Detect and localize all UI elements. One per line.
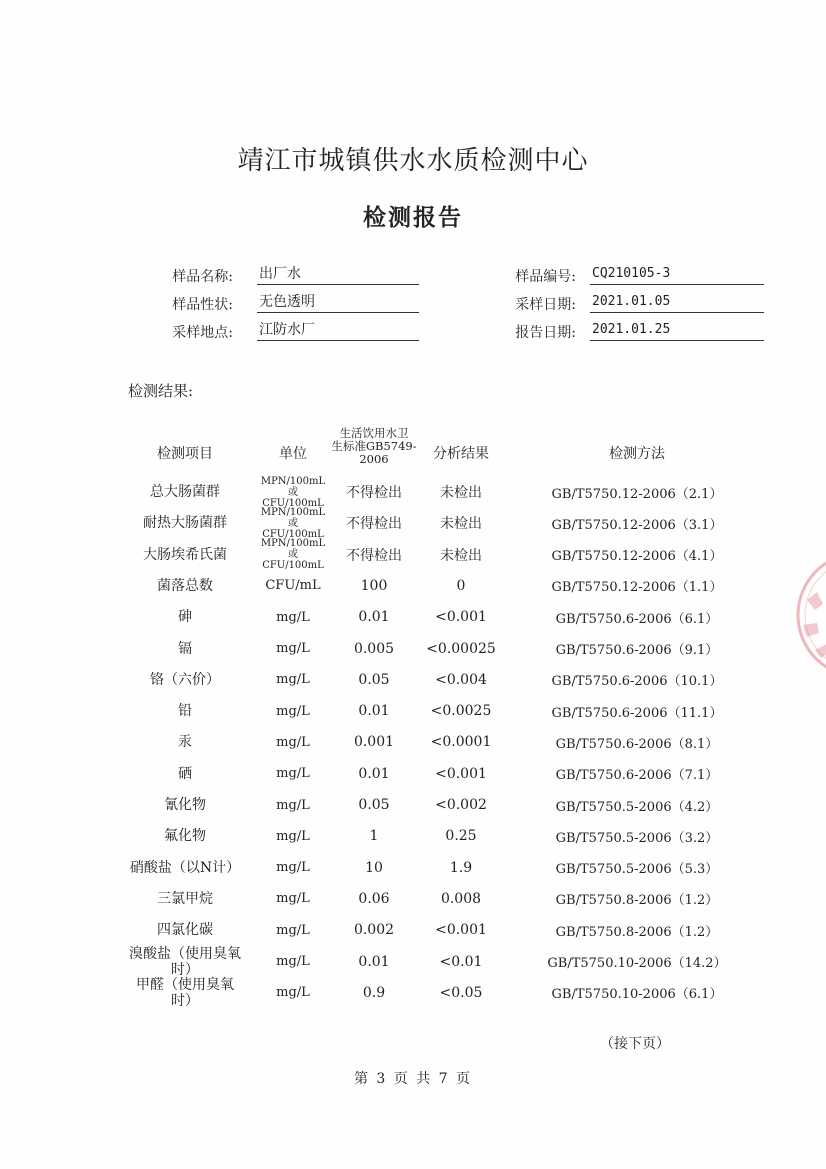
cell-method: GB/T5750.12-2006（2.1）: [551, 486, 723, 502]
cell-standard: 0.002: [353, 922, 395, 939]
cell-method: GB/T5750.5-2006（5.3）: [555, 862, 719, 878]
table-row: [0, 633, 826, 665]
cell-result: <0.004: [435, 671, 487, 688]
header-unit: 单位: [279, 446, 307, 462]
cell-item: 三氯甲烷: [157, 890, 213, 907]
cell-result: <0.002: [435, 797, 487, 813]
table-row: [0, 539, 826, 571]
cell-item: 铬（六价）: [150, 671, 220, 688]
cell-method: GB/T5750.8-2006（1.2）: [555, 893, 719, 909]
sampling-site-label: 采样地点:: [172, 325, 233, 341]
cell-method: GB/T5750.6-2006（6.1）: [555, 611, 719, 627]
table-row: [0, 758, 826, 790]
sample-no-label: 样品编号:: [515, 269, 576, 285]
cell-method: GB/T5750.6-2006（7.1）: [555, 768, 719, 784]
cell-unit: mg/L: [276, 860, 310, 876]
cell-unit: mg/L: [276, 672, 310, 688]
organization-name: 靖江市城镇供水水质检测中心: [237, 146, 589, 176]
report-date-label: 报告日期:: [515, 325, 576, 341]
cell-standard: 0.005: [353, 640, 395, 657]
cell-unit: mg/L: [276, 734, 310, 750]
cell-standard: 0.9: [362, 984, 386, 1001]
cell-standard: 100: [360, 577, 388, 594]
cell-result: 1.9: [449, 859, 473, 876]
header-standard-line3: 2006: [359, 452, 389, 466]
cell-result: 未检出: [440, 516, 482, 533]
cell-unit: mg/L: [276, 609, 310, 625]
cell-result: <0.05: [439, 984, 483, 1001]
cell-standard: 0.05: [358, 671, 390, 688]
cell-result: 未检出: [440, 547, 482, 564]
cell-result: 0.25: [445, 828, 477, 845]
cell-item: 大肠埃希氏菌: [143, 546, 227, 563]
header-result: 分析结果: [433, 446, 489, 462]
cell-standard: 不得检出: [346, 485, 402, 501]
cell-unit: MPN/100mL或CFU/100mL: [260, 475, 326, 509]
cell-method: GB/T5750.6-2006（11.1）: [551, 705, 723, 721]
cell-method: GB/T5750.12-2006（1.1）: [551, 580, 723, 596]
header-item: 检测项目: [157, 446, 213, 462]
table-row: [0, 914, 826, 946]
sample-trait-label: 样品性状:: [172, 297, 233, 313]
cell-item: 氰化物: [164, 797, 206, 813]
table-row: [0, 852, 826, 884]
cell-method: GB/T5750.8-2006（1.2）: [555, 924, 719, 940]
cell-standard: 1: [369, 828, 379, 845]
page-number: 第 3 页 共 7 页: [353, 1071, 473, 1087]
cell-result: <0.0025: [430, 703, 492, 720]
sample-name-label: 样品名称:: [172, 269, 233, 285]
table-row: [0, 664, 826, 696]
table-row: [0, 946, 826, 978]
sample-name-value: 出厂水: [257, 264, 419, 285]
cell-result: <0.01: [439, 953, 483, 970]
table-row: [0, 601, 826, 633]
cell-standard: 0.01: [358, 609, 390, 626]
cell-standard: 0.01: [358, 703, 390, 720]
cell-item: 镉: [178, 640, 192, 657]
cell-standard: 0.01: [358, 765, 390, 782]
cell-standard: 0.01: [358, 953, 390, 970]
cell-result: 0.008: [440, 890, 482, 907]
cell-unit: mg/L: [276, 922, 310, 938]
table-row: [0, 883, 826, 915]
cell-unit: mg/L: [276, 891, 310, 907]
cell-method: GB/T5750.10-2006（14.2）: [547, 956, 727, 971]
sample-trait-value: 无色透明: [257, 292, 419, 313]
table-row: [0, 476, 826, 508]
cell-standard: 10: [365, 859, 383, 876]
cell-result: <0.001: [435, 922, 487, 939]
cell-method: GB/T5750.5-2006（3.2）: [555, 830, 719, 846]
cell-standard: 0.001: [353, 734, 395, 751]
cell-result: 0: [456, 577, 466, 594]
header-standard-line1: 生活饮用水卫: [339, 426, 409, 440]
cell-item: 菌落总数: [157, 577, 213, 594]
cell-unit: MPN/100mL或CFU/100mL: [260, 506, 326, 540]
cell-unit: mg/L: [276, 797, 310, 813]
table-row: [0, 789, 826, 821]
header-standard-line2: 生标准GB5749-: [331, 439, 417, 453]
cell-result: <0.001: [435, 609, 487, 626]
sample-no-value: CQ210105-3: [590, 264, 764, 285]
cell-unit: mg/L: [276, 985, 310, 1001]
continued-note: （接下页）: [600, 1036, 670, 1052]
cell-item: 总大肠菌群: [150, 484, 220, 500]
cell-result: <0.00025: [426, 640, 496, 657]
cell-method: GB/T5750.10-2006（6.1）: [551, 987, 723, 1003]
report-date-value: 2021.01.25: [590, 320, 764, 341]
table-row: [0, 695, 826, 727]
cell-method: GB/T5750.6-2006（10.1）: [551, 674, 723, 690]
cell-result: 未检出: [440, 485, 482, 501]
cell-unit: mg/L: [276, 641, 310, 656]
cell-standard: 0.06: [358, 890, 390, 907]
cell-item: 铅: [178, 703, 192, 720]
cell-standard: 0.05: [358, 797, 390, 813]
official-seal-icon: [785, 540, 826, 690]
cell-standard: 不得检出: [346, 516, 402, 533]
cell-method: GB/T5750.6-2006（8.1）: [555, 736, 719, 752]
table-row: [0, 507, 826, 539]
cell-item: 氟化物: [164, 828, 206, 845]
table-row: [0, 726, 826, 758]
results-label: 检测结果:: [128, 382, 194, 400]
table-row: [0, 977, 826, 1009]
header-method: 检测方法: [609, 446, 665, 462]
cell-method: GB/T5750.5-2006（4.2）: [555, 799, 719, 815]
cell-item: 溴酸盐（使用臭氧时）: [129, 945, 241, 978]
cell-method: GB/T5750.12-2006（3.1）: [551, 517, 723, 533]
table-row: [0, 820, 826, 852]
sampling-date-label: 采样日期:: [515, 297, 576, 313]
cell-item: 汞: [178, 734, 192, 751]
cell-standard: 不得检出: [346, 547, 402, 564]
cell-result: <0.001: [435, 765, 487, 782]
sampling-site-value: 江防水厂: [257, 320, 419, 341]
sampling-date-value: 2021.01.05: [590, 292, 764, 313]
table-row: [0, 570, 826, 602]
cell-unit: CFU/mL: [265, 578, 321, 594]
cell-unit: mg/L: [276, 954, 310, 969]
cell-result: <0.0001: [430, 734, 492, 751]
cell-item: 耐热大肠菌群: [143, 515, 227, 532]
report-title: 检测报告: [363, 204, 463, 231]
header-standard: [328, 427, 420, 466]
cell-item: 四氯化碳: [157, 922, 213, 939]
cell-item: 硒: [178, 765, 192, 782]
cell-method: GB/T5750.12-2006（4.1）: [551, 549, 723, 565]
cell-unit: mg/L: [276, 703, 310, 719]
cell-unit: mg/L: [276, 828, 310, 844]
cell-method: GB/T5750.6-2006（9.1）: [555, 643, 719, 658]
cell-item: 砷: [178, 609, 192, 626]
cell-item: 甲醛（使用臭氧时）: [136, 976, 234, 1009]
cell-unit: mg/L: [276, 766, 310, 782]
cell-item: 硝酸盐（以N计）: [129, 859, 241, 876]
cell-unit: MPN/100mL或CFU/100mL: [260, 538, 326, 572]
